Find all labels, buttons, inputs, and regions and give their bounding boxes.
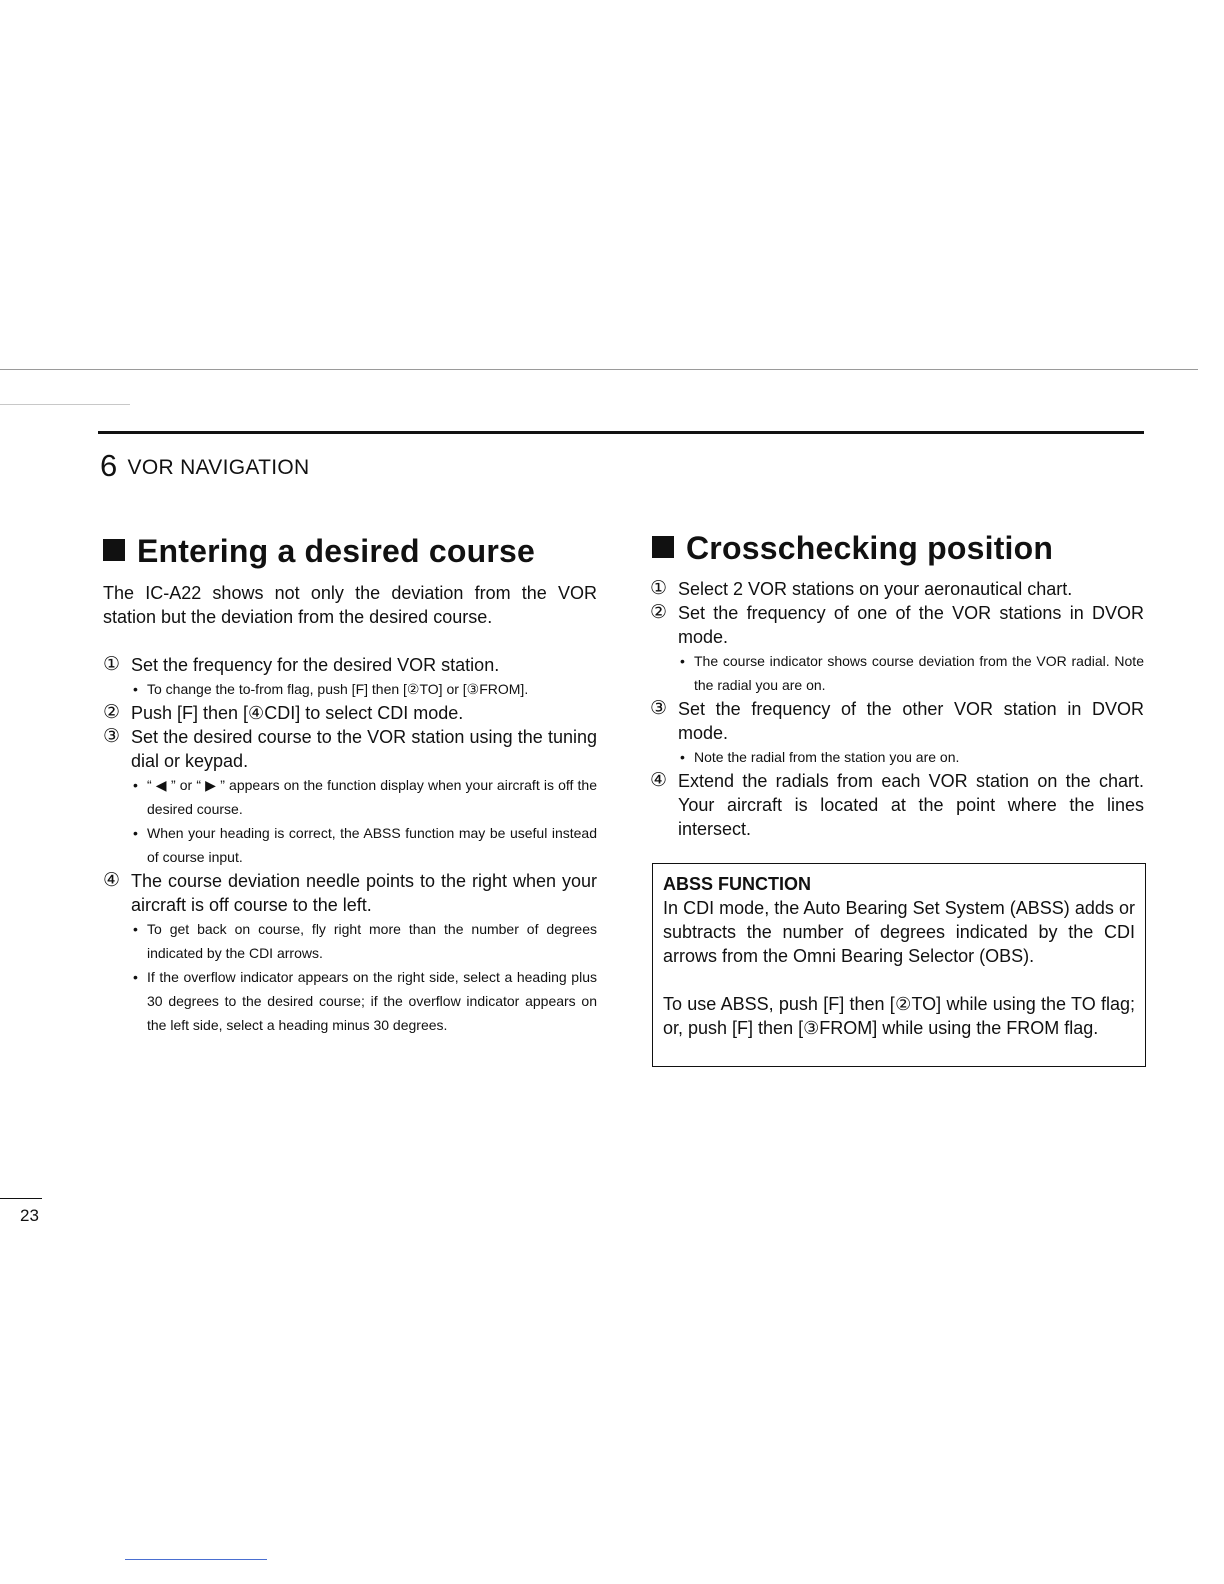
section-title-entering-course xyxy=(103,533,535,570)
page-number-rule xyxy=(0,1198,42,1199)
step-text: Select 2 VOR stations on your aeronautical chart. xyxy=(678,579,1073,599)
left-step-1-bullet-1: • To change the to-from flag, push [F] then [②TO] or [③FROM]. xyxy=(129,677,597,701)
left-column xyxy=(103,581,597,1037)
right-step-2-bullet-1: • The course indicator shows course deviation from the VOR radial. Note the radial you are on. xyxy=(676,649,1144,697)
chapter-title: VOR NAVIGATION xyxy=(127,456,310,479)
abss-function-box xyxy=(652,863,1146,1067)
step-text: Extend the radials from each VOR station on the chart. Your aircraft is located at the point where the lines intersect. xyxy=(678,771,1144,839)
chapter-number: 6 xyxy=(100,448,118,483)
left-step-3-bullet-1: • “ ◀ ” or “ ▶ ” appears on the function display when your aircraft is off the desired course. xyxy=(129,773,597,821)
step-text: Set the frequency of one of the VOR stations in DVOR mode. xyxy=(678,603,1144,647)
scan-line-faint xyxy=(0,404,130,405)
left-step-2 xyxy=(103,701,597,725)
step-text: Set the desired course to the VOR station using the tuning dial or keypad. xyxy=(131,727,597,771)
step-number: ④ xyxy=(103,870,121,891)
left-step-1 xyxy=(103,653,597,677)
step-text: Push [F] then [④CDI] to select CDI mode. xyxy=(131,703,464,723)
scan-line-top xyxy=(0,369,1198,370)
right-step-3-bullet-1: • Note the radial from the station you are on. xyxy=(676,745,1144,769)
page-number: 23 xyxy=(20,1206,39,1225)
right-step-4 xyxy=(650,769,1144,841)
step-text: The course deviation needle points to the right when your aircraft is off course to the left. xyxy=(131,871,597,915)
left-step-3 xyxy=(103,725,597,773)
square-bullet-icon xyxy=(103,539,125,561)
section-title-crosschecking xyxy=(652,530,1053,567)
step-number: ① xyxy=(650,578,668,599)
section-title-text: Entering a desired course xyxy=(137,533,536,569)
left-step-3-bullet-2: • When your heading is correct, the ABSS function may be useful instead of course input. xyxy=(129,821,597,869)
right-column xyxy=(650,577,1144,841)
scan-line-bottom xyxy=(125,1559,267,1560)
step-number: ③ xyxy=(650,698,668,719)
abss-box-paragraph-1: In CDI mode, the Auto Bearing Set System (ABSS) adds or subtracts the number of degrees indicated by the CDI arrows from the Omni Bearing Selector (OBS). xyxy=(663,898,1135,966)
right-step-3 xyxy=(650,697,1144,745)
right-step-1 xyxy=(650,577,1144,601)
square-bullet-icon xyxy=(652,536,674,558)
step-number: ④ xyxy=(650,770,668,791)
section-title-text: Crosschecking position xyxy=(686,530,1054,566)
header-rule xyxy=(98,431,1144,434)
left-step-4 xyxy=(103,869,597,917)
left-step-4-bullet-1: • To get back on course, fly right more than the number of degrees indicated by the CDI arrows. xyxy=(129,917,597,965)
step-number: ② xyxy=(650,602,668,623)
left-step-4-bullet-2: • If the overflow indicator appears on the right side, select a heading plus 30 degrees to the desired course; if the overflow indicator appears on the left side, select a heading minus 30 degrees. xyxy=(129,965,597,1037)
intro-paragraph: The IC-A22 shows not only the deviation from the VOR station but the deviation from the desired course. xyxy=(103,583,597,627)
step-number: ① xyxy=(103,654,121,675)
right-step-2 xyxy=(650,601,1144,649)
chapter-heading xyxy=(100,448,310,484)
step-text: Set the frequency for the desired VOR station. xyxy=(131,655,500,675)
step-number: ③ xyxy=(103,726,121,747)
step-number: ② xyxy=(103,702,121,723)
step-text: Set the frequency of the other VOR station in DVOR mode. xyxy=(678,699,1144,743)
abss-box-title: ABSS FUNCTION xyxy=(663,874,811,894)
abss-box-paragraph-2: To use ABSS, push [F] then [②TO] while using the TO flag; or, push [F] then [③FROM] while using the FROM flag. xyxy=(663,994,1135,1038)
